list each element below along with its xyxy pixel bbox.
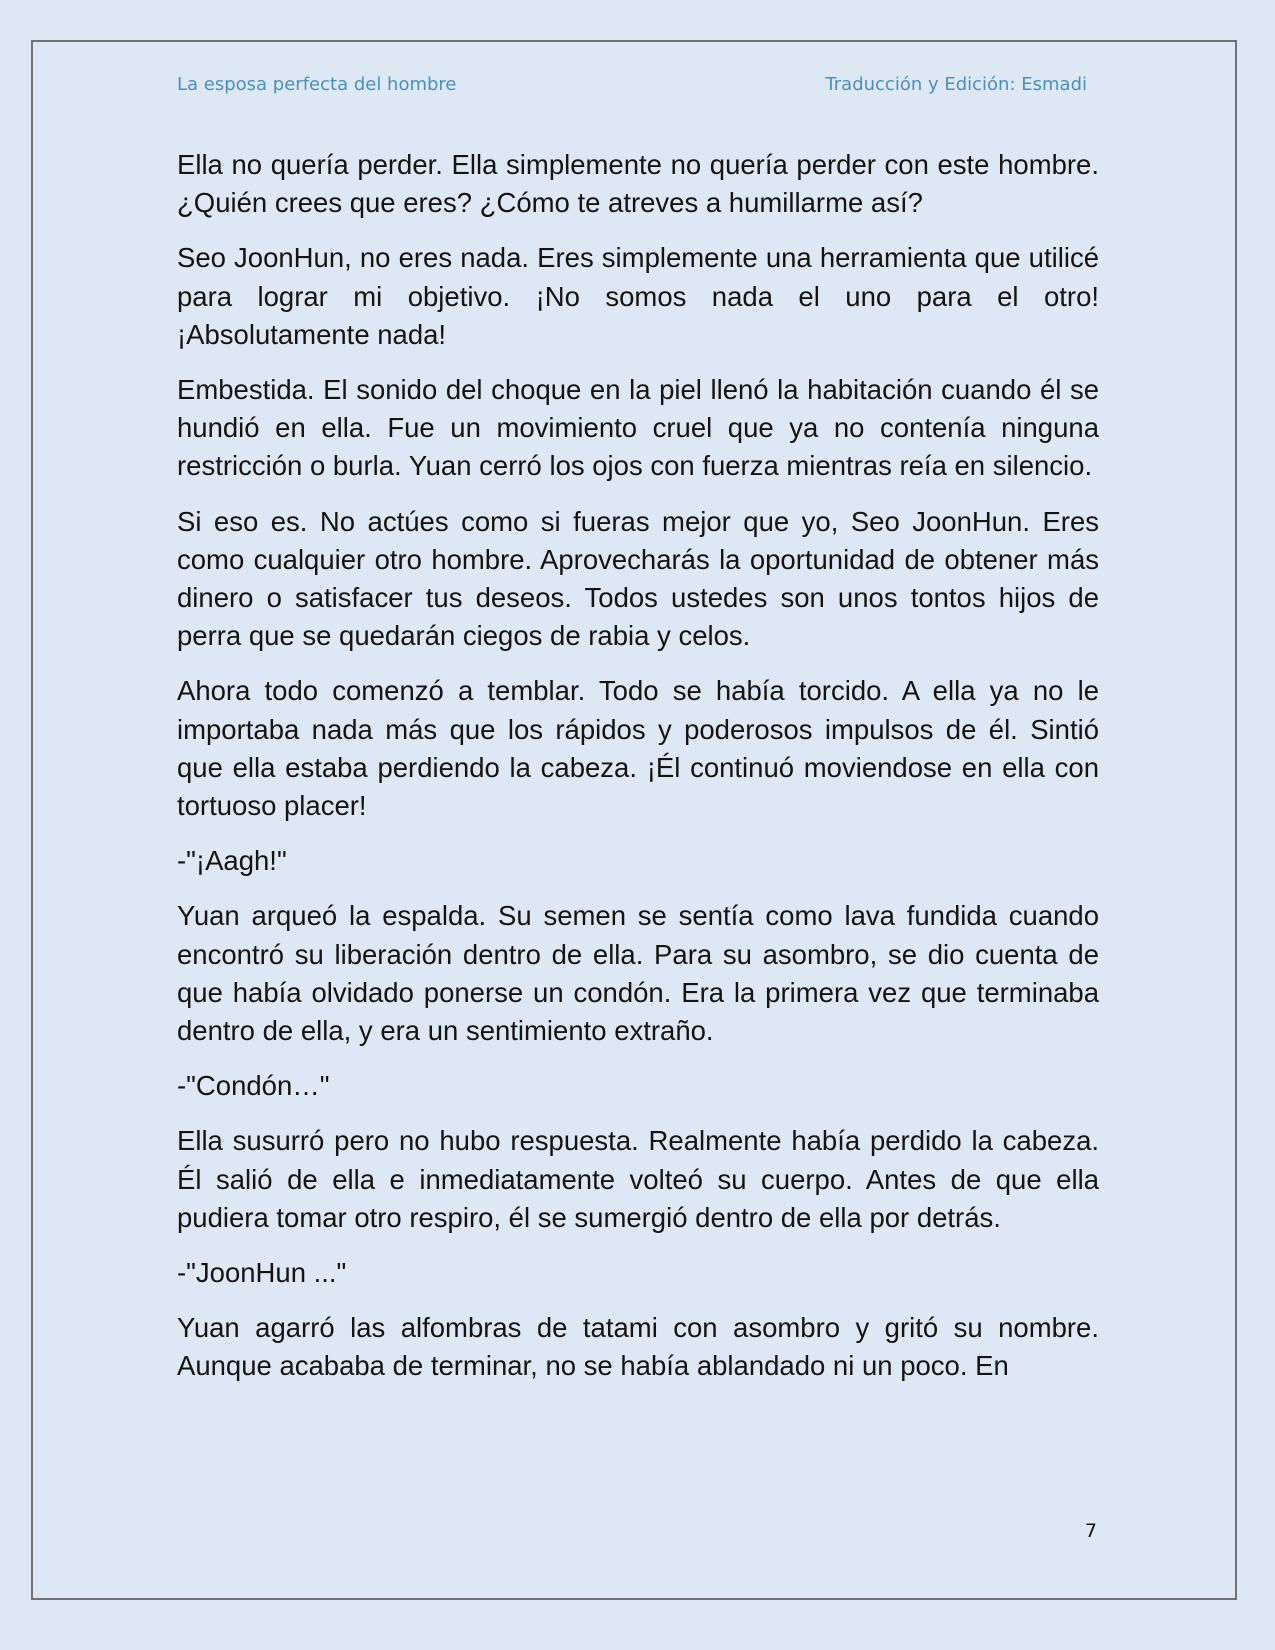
paragraph: Embestida. El sonido del choque en la piel llenó la habitación cuando él se hundió en ella. Fue un movimiento cruel que ya no contenía ninguna restricción o burla. Yuan cerró los ojos con fuerza mientras reía en silencio. (177, 374, 1099, 482)
dialogue-line: -"¡Aagh!" (177, 845, 287, 877)
paragraph: Ella no quería perder. Ella simplemente no quería perder con este hombre. ¿Quién crees que eres? ¿Cómo te atreves a humillarme así? (177, 149, 1099, 219)
dialogue-line: -"Condón…" (177, 1070, 330, 1102)
paragraph: Ahora todo comenzó a temblar. Todo se había torcido. A ella ya no le importaba nada más que los rápidos y poderosos impulsos de él. Sintió que ella estaba perdiendo la cabeza. ¡Él continuó moviendose en ella con tortuoso placer! (177, 675, 1099, 822)
paragraph: Yuan agarró las alfombras de tatami con asombro y gritó su nombre. Aunque acababa de terminar, no se había ablandado ni un poco. En (177, 1312, 1099, 1382)
paragraph: Seo JoonHun, no eres nada. Eres simplemente una herramienta que utilicé para lograr mi objetivo. ¡No somos nada el uno para el otro! ¡Absolutamente nada! (177, 242, 1099, 350)
paragraph: Ella susurró pero no hubo respuesta. Realmente había perdido la cabeza. Él salió de ella e inmediatamente volteó su cuerpo. Antes de que ella pudiera tomar otro respiro, él se sumergió dentro de ella por detrás. (177, 1125, 1099, 1233)
body-text (177, 146, 1099, 1386)
page-number: 7 (1084, 1520, 1097, 1542)
paragraph: Yuan arqueó la espalda. Su semen se sentía como lava fundida cuando encontró su liberación dentro de ella. Para su asombro, se dio cuenta de que había olvidado ponerse un condón. Era la primera vez que terminaba dentro de ella, y era un sentimiento extraño. (177, 900, 1099, 1047)
paragraph: Si eso es. No actúes como si fueras mejor que yo, Seo JoonHun. Eres como cualquier otro hombre. Aprovecharás la oportunidad de obtener más dinero o satisfacer tus deseos. Todos ustedes son unos tontos hijos de perra que se quedarán ciegos de rabia y celos. (177, 505, 1099, 652)
header-title: La esposa perfecta del hombre (177, 74, 457, 95)
dialogue-line: -"JoonHun ..." (177, 1257, 347, 1289)
header-credit: Traducción y Edición: Esmadi (825, 74, 1087, 95)
